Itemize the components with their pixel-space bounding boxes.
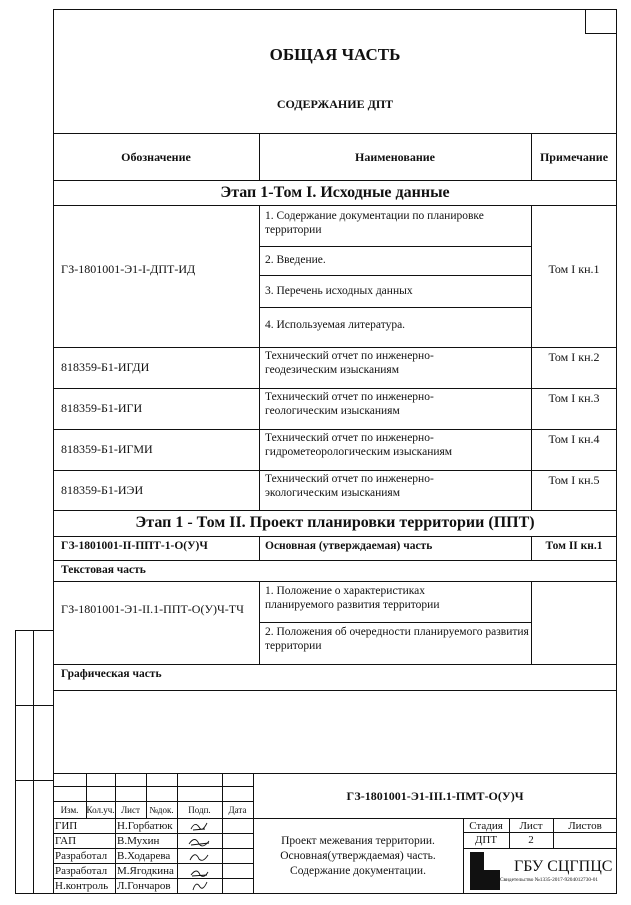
- signature-1: [191, 823, 207, 830]
- stamp-description: Проект межевания территории. Основная(утверждаемая) часть. Содержание документации.: [280, 835, 436, 877]
- signature-3: [190, 855, 208, 861]
- org-logo: [470, 852, 500, 890]
- column-header-note: Примечание: [539, 150, 609, 164]
- block1-code: ГЗ-1801001-Э1-I-ДПТ-ИД: [61, 262, 196, 276]
- signer-name-5: Л.Гончаров: [117, 880, 171, 892]
- stamp-col-data: Дата: [228, 805, 247, 815]
- stamp-col-koluch: Кол.уч.: [86, 805, 115, 815]
- column-header-code: Обозначение: [121, 150, 191, 164]
- page-title: ОБЩАЯ ЧАСТЬ: [269, 45, 401, 64]
- stamp-stage-label: Стадия: [469, 820, 503, 832]
- stage2-main-name: Основная (утверждаемая) часть: [265, 540, 433, 552]
- stage2-main-code: ГЗ-1801001-II-ППТ-1-О(У)Ч: [61, 540, 208, 552]
- row2-code: 818359-Б1-ИГИ: [61, 401, 143, 415]
- stage2-title: Этап 1 - Том II. Проект планировки территории (ППТ): [135, 514, 535, 531]
- stamp-stage-value: ДПТ: [474, 834, 498, 846]
- signer-role-1: ГИП: [55, 820, 78, 832]
- row4-code: 818359-Б1-ИЭИ: [61, 483, 144, 497]
- row3-note: Том I кн.4: [548, 432, 600, 446]
- block1-item-4: 4. Используемая литература.: [265, 319, 406, 331]
- stamp-col-list: Лист: [121, 805, 140, 815]
- stamp-doc-code: ГЗ-1801001-Э1-III.1-ПМТ-О(У)Ч: [346, 789, 524, 803]
- stamp-sheets-label: Листов: [568, 820, 602, 832]
- row4-note: Том I кн.5: [548, 473, 600, 487]
- row2-name: Технический отчет по инженерно-геологическим изысканиям: [265, 391, 434, 417]
- corner-mark-h: [585, 33, 617, 34]
- signature-marks: [177, 818, 222, 894]
- signer-role-4: Разработал: [55, 865, 108, 877]
- block1-item-3: 3. Перечень исходных данных: [265, 285, 413, 297]
- row2-note: Том I кн.3: [548, 391, 600, 405]
- signer-name-2: В.Мухин: [117, 835, 160, 847]
- signer-name-4: М.Ягодкина: [117, 865, 174, 877]
- block1-item-2: 2. Введение.: [265, 254, 326, 266]
- signature-4: [191, 871, 208, 876]
- signer-role-5: Н.контроль: [55, 880, 109, 892]
- stamp-sheet-label: Лист: [519, 820, 543, 832]
- signer-role-3: Разработал: [55, 850, 108, 862]
- signer-name-3: В.Ходарева: [117, 850, 171, 862]
- org-certificate: Свидетельство №1335-2017-9204012730-01: [500, 877, 599, 883]
- stage1-title: Этап 1-Том I. Исходные данные: [220, 184, 450, 201]
- row4-name: Технический отчет по инженерно-экологическим изысканиям: [265, 473, 434, 499]
- column-header-name: Наименование: [355, 150, 435, 164]
- page-subtitle: СОДЕРЖАНИЕ ДПТ: [276, 97, 394, 111]
- text-section-heading: Текстовая часть: [61, 564, 146, 576]
- row3-code: 818359-Б1-ИГМИ: [61, 442, 153, 456]
- corner-mark: [585, 9, 586, 33]
- row3-name: Технический отчет по инженерно-гидрометеорологическим изысканиям: [265, 432, 453, 458]
- org-name: ГБУ СЦГПЦС: [514, 858, 613, 875]
- side-strip: [15, 630, 53, 894]
- graphic-section-heading: Графическая часть: [61, 668, 162, 680]
- row1-note: Том I кн.2: [548, 350, 600, 364]
- signature-2: [189, 840, 209, 846]
- signer-role-2: ГАП: [55, 835, 77, 847]
- stamp-col-izm: Изм.: [60, 805, 79, 815]
- block1-item-1: 1. Содержание документации по планировке территории: [265, 210, 484, 236]
- signer-name-1: Н.Горбатюк: [117, 820, 173, 832]
- text-item-2: 2. Положения об очередности планируемого развития территории: [265, 626, 529, 652]
- text-section-code: ГЗ-1801001-Э1-II.1-ППТ-О(У)Ч-ТЧ: [61, 602, 244, 616]
- row1-name: Технический отчет по инженерно-геодезическим изысканиям: [265, 350, 434, 376]
- stamp-col-podp: Подп.: [188, 805, 211, 815]
- row1-code: 818359-Б1-ИГДИ: [61, 360, 150, 374]
- stage2-main-note: Том II кн.1: [545, 540, 603, 552]
- text-item-1: 1. Положение о характеристиках планируемого развития территории: [265, 585, 440, 611]
- block1-note: Том I кн.1: [548, 262, 600, 276]
- signature-5: [193, 882, 207, 890]
- stamp-sheet-value: 2: [528, 834, 534, 846]
- stamp-col-ndok: №док.: [149, 805, 174, 815]
